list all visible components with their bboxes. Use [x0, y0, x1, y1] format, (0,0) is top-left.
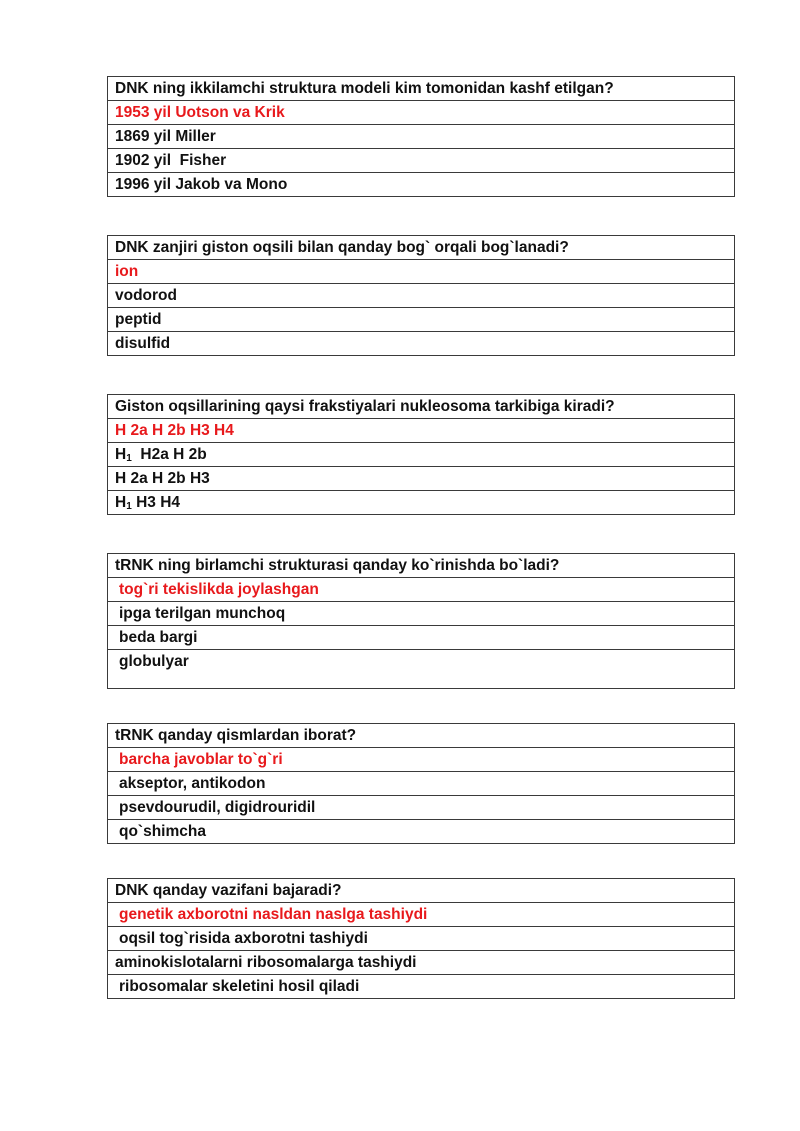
- answer-row: [108, 491, 735, 515]
- correct-answer: H 2a H 2b H3 H4: [108, 419, 735, 443]
- correct-answer: 1953 yil Uotson va Krik: [108, 101, 735, 125]
- answer-row-correct: [108, 903, 735, 927]
- answer-option: beda bargi: [108, 626, 735, 650]
- answer-row: [108, 975, 735, 999]
- answer-row-correct: [108, 419, 735, 443]
- answer-row: [108, 626, 735, 650]
- correct-answer: genetik axborotni nasldan naslga tashiydi: [108, 903, 735, 927]
- answer-row: [108, 332, 735, 356]
- answer-option-prefix: H: [115, 493, 127, 511]
- question-text: DNK qanday vazifani bajaradi?: [108, 879, 735, 903]
- question-row: [108, 395, 735, 419]
- question-row: [108, 724, 735, 748]
- answer-row: [108, 467, 735, 491]
- answer-option: ribosomalar skeletini hosil qiladi: [108, 975, 735, 999]
- answer-row: [108, 125, 735, 149]
- answer-option: vodorod: [108, 284, 735, 308]
- answer-option: aminokislotalarni ribosomalarga tashiydi: [108, 951, 735, 975]
- correct-answer: tog`ri tekislikda joylashgan: [108, 578, 735, 602]
- question-block-6: [107, 878, 735, 999]
- answer-row-correct: [108, 578, 735, 602]
- question-text: tRNK ning birlamchi strukturasi qanday ko`rinishda bo`ladi?: [108, 554, 735, 578]
- question-row: [108, 879, 735, 903]
- answer-row: [108, 650, 735, 689]
- answer-option-subscript: 1: [126, 452, 132, 464]
- answer-option: 1996 yil Jakob va Mono: [108, 173, 735, 197]
- correct-answer: barcha javoblar to`g`ri: [108, 748, 735, 772]
- answer-option: peptid: [108, 308, 735, 332]
- question-block-2: [107, 235, 735, 356]
- answer-row: [108, 284, 735, 308]
- question-block-4: [107, 553, 735, 689]
- answer-row: [108, 602, 735, 626]
- question-row: [108, 77, 735, 101]
- question-text: tRNK qanday qismlardan iborat?: [108, 724, 735, 748]
- answer-option: disulfid: [108, 332, 735, 356]
- question-text: DNK zanjiri giston oqsili bilan qanday bog` orqali bog`lanadi?: [108, 236, 735, 260]
- answer-option: H 2a H 2b H3: [108, 467, 735, 491]
- answer-row-correct: [108, 101, 735, 125]
- answer-row: [108, 173, 735, 197]
- answer-option-subscript: 1: [126, 500, 132, 512]
- answer-option: psevdourudil, digidrouridil: [108, 796, 735, 820]
- answer-row: [108, 149, 735, 173]
- answer-option: oqsil tog`risida axborotni tashiydi: [108, 927, 735, 951]
- answer-option: [108, 491, 735, 515]
- question-row: [108, 236, 735, 260]
- answer-option: qo`shimcha: [108, 820, 735, 844]
- answer-option: akseptor, antikodon: [108, 772, 735, 796]
- answer-row: [108, 796, 735, 820]
- answer-option: ipga terilgan munchoq: [108, 602, 735, 626]
- answer-row: [108, 443, 735, 467]
- question-text: Giston oqsillarining qaysi frakstiyalari nukleosoma tarkibiga kiradi?: [108, 395, 735, 419]
- question-row: [108, 554, 735, 578]
- answer-row: [108, 927, 735, 951]
- answer-option: globulyar: [108, 650, 735, 689]
- answer-option-suffix: H3 H4: [131, 493, 181, 511]
- answer-row: [108, 820, 735, 844]
- answer-row: [108, 308, 735, 332]
- correct-answer: ion: [108, 260, 735, 284]
- question-text: DNK ning ikkilamchi struktura modeli kim tomonidan kashf etilgan?: [108, 77, 735, 101]
- answer-row: [108, 772, 735, 796]
- answer-row-correct: [108, 748, 735, 772]
- answer-option: 1902 yil Fisher: [108, 149, 735, 173]
- question-block-1: [107, 76, 735, 197]
- answer-row-correct: [108, 260, 735, 284]
- answer-row: [108, 951, 735, 975]
- answer-option: [108, 443, 735, 467]
- question-block-3: [107, 394, 735, 515]
- answer-option-prefix: H: [115, 445, 127, 463]
- answer-option-suffix: H2a H 2b: [131, 445, 207, 463]
- answer-option: 1869 yil Miller: [108, 125, 735, 149]
- question-block-5: [107, 723, 735, 844]
